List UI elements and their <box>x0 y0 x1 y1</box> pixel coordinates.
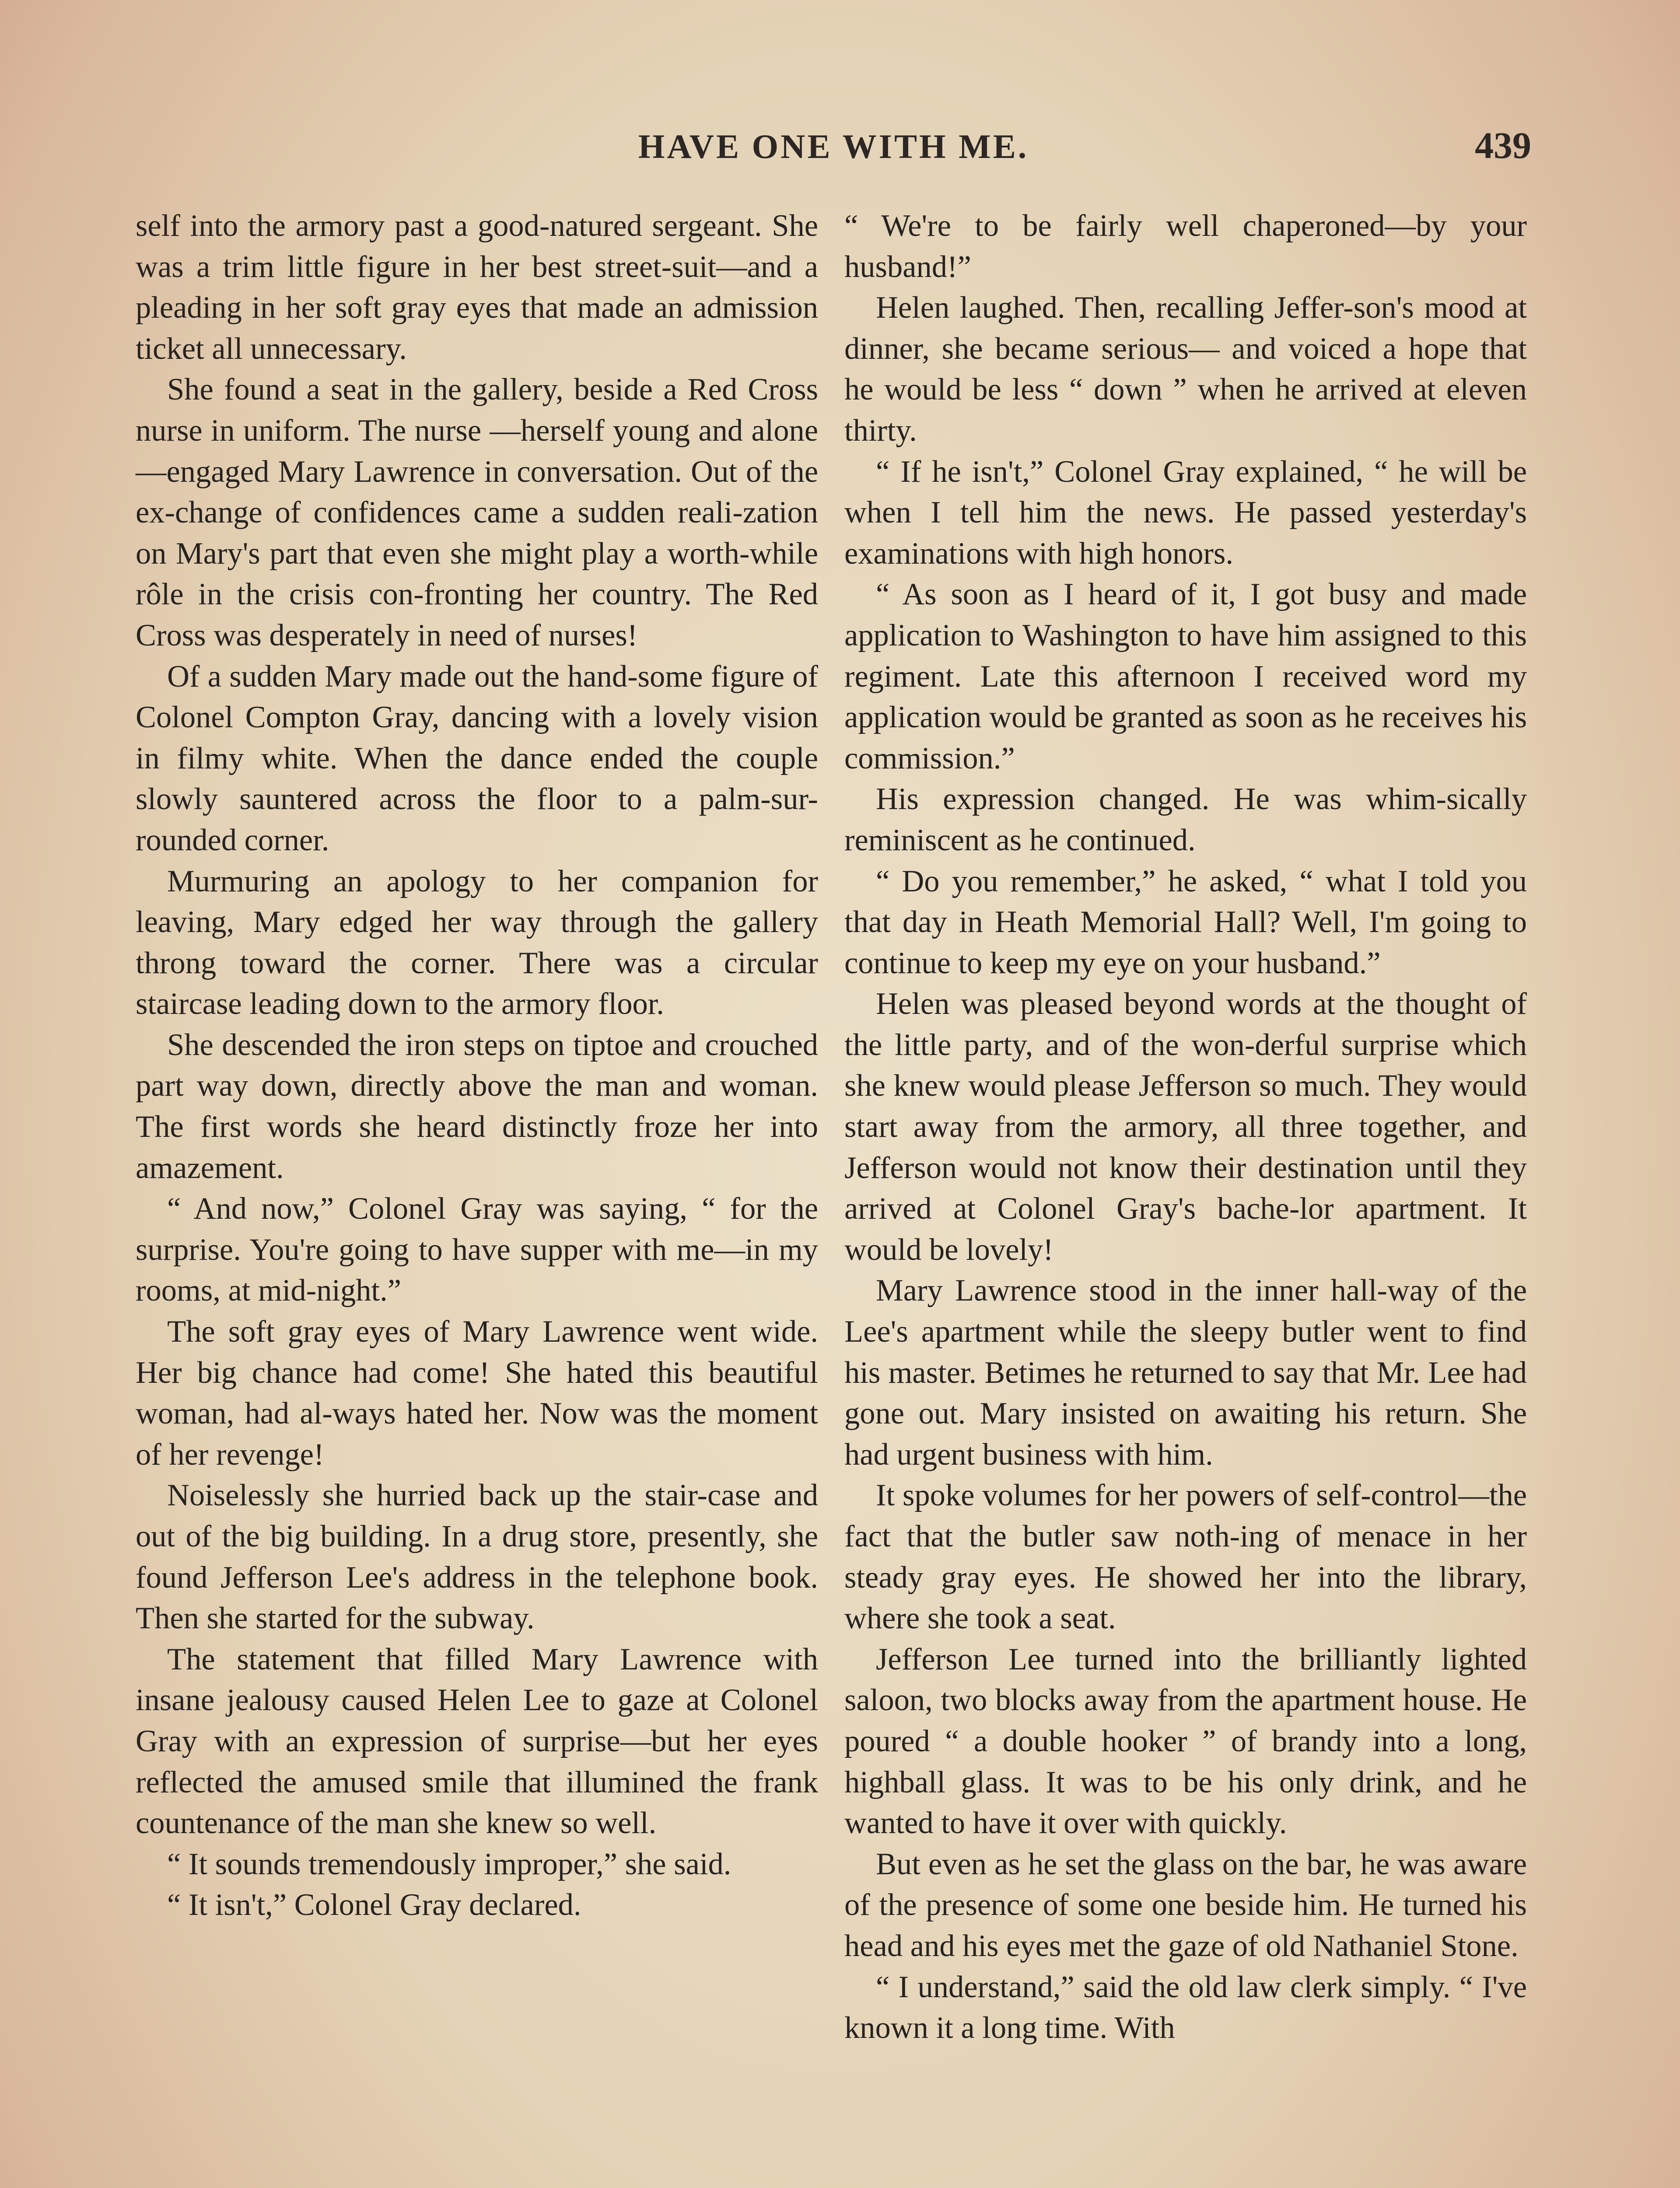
paragraph: She found a seat in the gallery, beside a Red Cross nurse in uniform. The nurse —herself young and alone—engaged Mary Lawrence in conversation. Out of the ex-change of confidences came a sudden reali-zation on Mary's part that even she might play a worth-while rôle in the crisis con-fronting her country. The Red Cross was desperately in need of nurses! <box>136 372 818 652</box>
paragraph: Jefferson Lee turned into the brilliantly lighted saloon, two blocks away from the apartment house. He poured “ a double hooker ” of brandy into a long, highball glass. It was to be his only drink, and he wanted to have it over with quickly. <box>844 1642 1527 1841</box>
paragraph: Mary Lawrence stood in the inner hall-way of the Lee's apartment while the sleepy butler went to find his master. Betimes he returned to say that Mr. Lee had gone out. Mary insisted on awaiting his return. She had urgent business with him. <box>844 1273 1527 1472</box>
paragraph: Noiselessly she hurried back up the stair-case and out of the big building. In a drug store, presently, she found Jefferson Lee's address in the telephone book. Then she started for the subway. <box>136 1478 818 1636</box>
paragraph: “ It sounds tremendously improper,” she said. <box>167 1847 732 1881</box>
paragraph: His expression changed. He was whim-sically reminiscent as he continued. <box>844 782 1527 857</box>
left-column <box>136 206 818 1926</box>
page-number: 439 <box>1475 124 1531 166</box>
paragraph: Murmuring an apology to her companion for leaving, Mary edged her way through the gallery throng toward the corner. There was a circular staircase leading down to the armory floor. <box>136 864 818 1021</box>
page-header <box>136 124 1531 184</box>
paragraph: “ Do you remember,” he asked, “ what I told you that day in Heath Memorial Hall? Well, I'm going to continue to keep my eye on your husband.” <box>844 864 1527 980</box>
paragraph: “ As soon as I heard of it, I got busy and made application to Washington to have him assigned to this regiment. Late this afternoon I received word my application would be granted as soon as he receives his commission.” <box>844 577 1527 775</box>
paragraph: She descended the iron steps on tiptoe and crouched part way down, directly above the man and woman. The first words she heard distinctly froze her into amazement. <box>136 1027 818 1185</box>
paragraph: But even as he set the glass on the bar, he was aware of the presence of some one beside him. He turned his head and his eyes met the gaze of old Nathaniel Stone. <box>844 1847 1527 1963</box>
paragraph: Helen was pleased beyond words at the thought of the little party, and of the won-derful surprise which she knew would please Jefferson so much. They would start away from the armory, all three together, and Jefferson would not know their destination until they arrived at Colonel Gray's bache-lor apartment. It would be lovely! <box>844 987 1527 1267</box>
paragraph: The soft gray eyes of Mary Lawrence went wide. Her big chance had come! She hated this beautiful woman, had al-ways hated her. Now was the moment of her revenge! <box>136 1315 818 1472</box>
running-title: HAVE ONE WITH ME. <box>638 127 1029 165</box>
paragraph: “ And now,” Colonel Gray was saying, “ for the surprise. You're going to have supper with me—in my rooms, at mid-night.” <box>136 1192 818 1308</box>
paragraph: “ I understand,” said the old law clerk simply. “ I've known it a long time. With <box>844 1970 1527 2045</box>
paragraph: Helen laughed. Then, recalling Jeffer-son's mood at dinner, she became serious— and voiced a hope that he would be less “ down ” when he arrived at eleven thirty. <box>844 291 1527 448</box>
paragraph: “ If he isn't,” Colonel Gray explained, “ he will be when I tell him the news. He passed yesterday's examinations with high honors. <box>844 454 1527 571</box>
paragraph: The statement that filled Mary Lawrence with insane jealousy caused Helen Lee to gaze at Colonel Gray with an expression of surprise—but her eyes reflected the amused smile that illumined the frank countenance of the man she knew so well. <box>136 1642 818 1841</box>
paragraph: self into the armory past a good-natured sergeant. She was a trim little figure in her best street-suit—and a pleading in her soft gray eyes that made an admission ticket all unnecessary. <box>136 209 818 366</box>
paragraph: “ We're to be fairly well chaperoned—by your husband!” <box>844 209 1527 284</box>
paragraph: Of a sudden Mary made out the hand-some figure of Colonel Compton Gray, dancing with a lovely vision in filmy white. When the dance ended the couple slowly sauntered across the floor to a palm-sur-rounded corner. <box>136 659 818 857</box>
right-column <box>844 206 1527 2049</box>
paragraph: It spoke volumes for her powers of self-control—the fact that the butler saw noth-ing of menace in her steady gray eyes. He showed her into the library, where she took a seat. <box>844 1478 1527 1636</box>
paragraph: “ It isn't,” Colonel Gray declared. <box>167 1888 581 1922</box>
